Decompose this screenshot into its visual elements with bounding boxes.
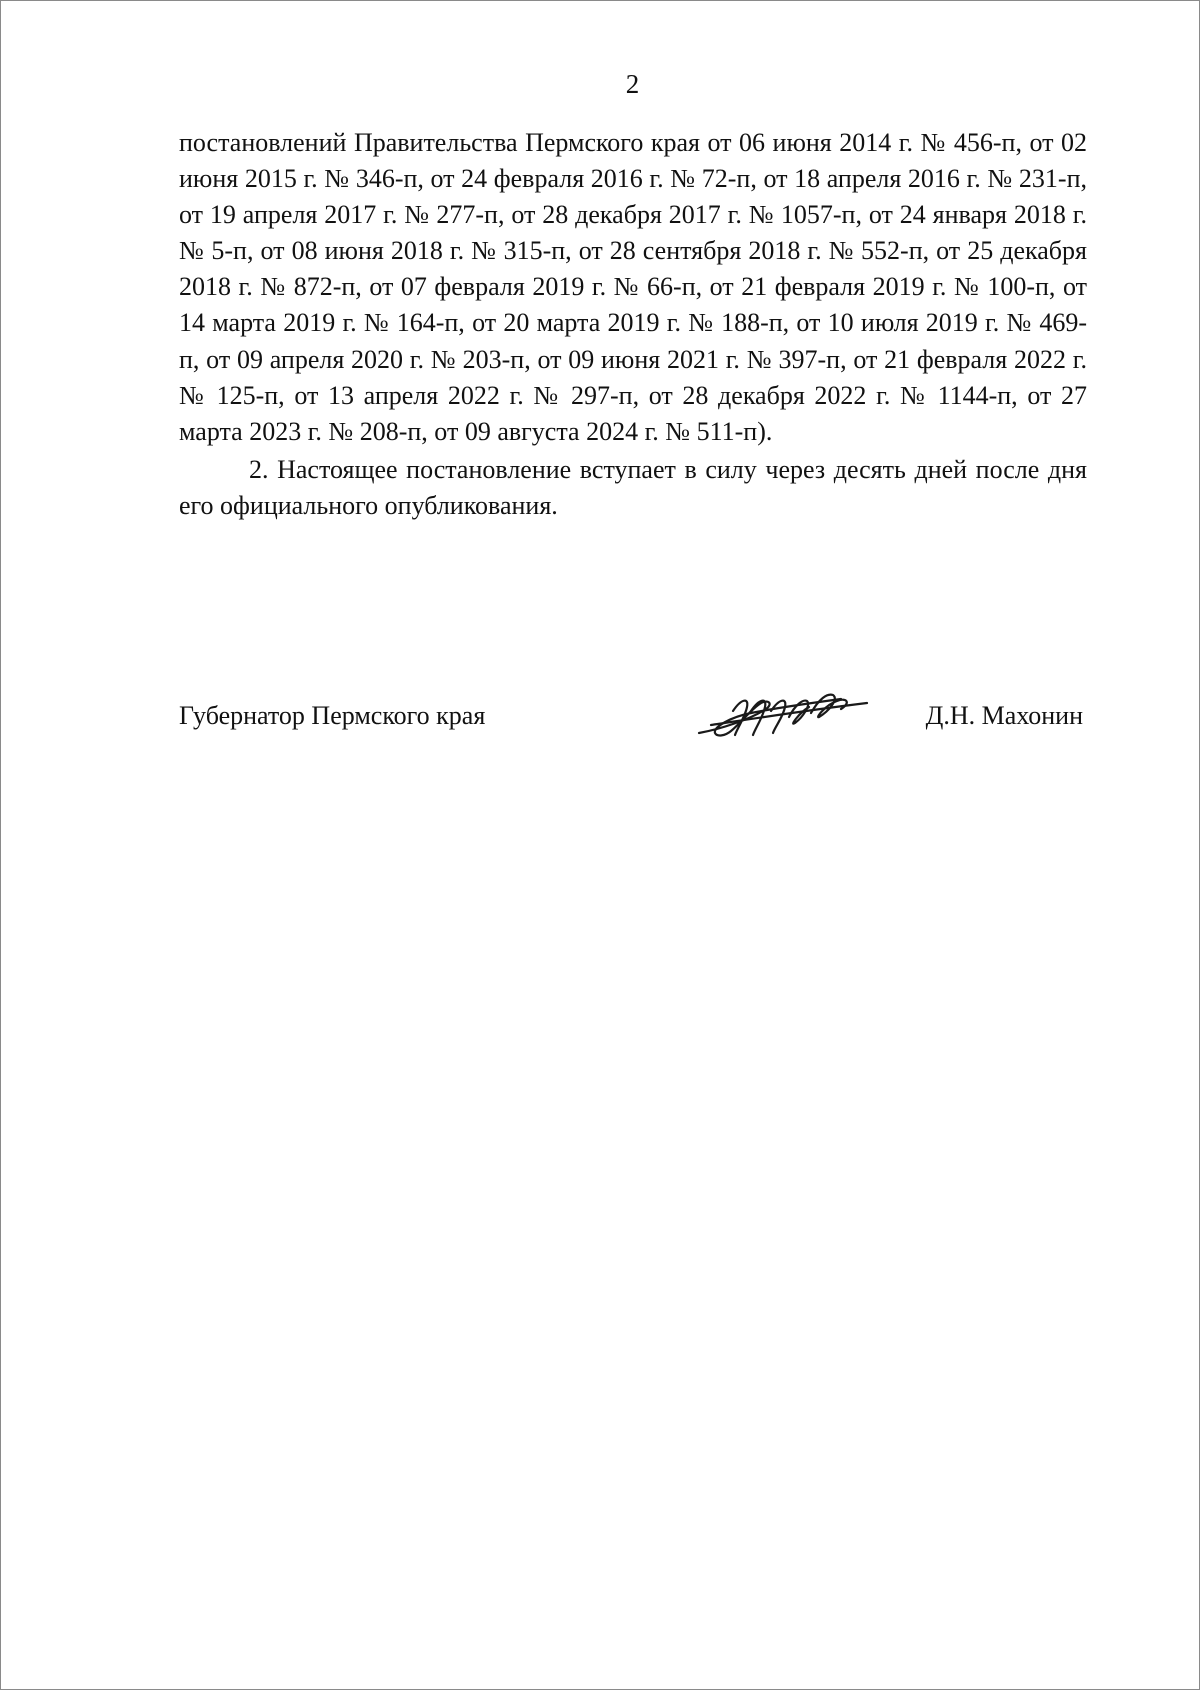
signature-block [179, 693, 1083, 753]
signatory-title: Губернатор Пермского края [179, 701, 486, 730]
paragraph-resolutions-list: постановлений Правительства Пермского края от 06 июня 2014 г. № 456-п, от 02 июня 2015 г. № 346-п, от 24 февраля 2016 г. № 72-п, от 18 апреля 2016 г. № 231-п, от 19 апреля 2017 г. № 277-п, от 28 декабря 2017 г. № 1057-п, от 24 января 2018 г. № 5-п, от 08 июня 2018 г. № 315-п, от 28 сентября 2018 г. № 552-п, от 25 декабря 2018 г. № 872-п, от 07 февраля 2019 г. № 66-п, от 21 февраля 2019 г. № 100-п, от 14 марта 2019 г. № 164-п, от 20 марта 2019 г. № 188-п, от 10 июля 2019 г. № 469-п, от 09 апреля 2020 г. № 203-п, от 09 июня 2021 г. № 397-п, от 21 февраля 2022 г. № 125-п, от 13 апреля 2022 г. № 297-п, от 28 декабря 2022 г. № 1144-п, от 27 марта 2023 г. № 208-п, от 09 августа 2024 г. № 511-п). [179, 128, 1087, 446]
handwritten-signature-icon [691, 689, 871, 741]
page-number: 2 [625, 69, 640, 99]
signatory-name: Д.Н. Махонин [925, 701, 1083, 730]
document-body [179, 125, 1087, 524]
paragraph-effective-date: 2. Настоящее постановление вступает в силу через десять дней после дня его официального опубликования. [179, 454, 1087, 520]
